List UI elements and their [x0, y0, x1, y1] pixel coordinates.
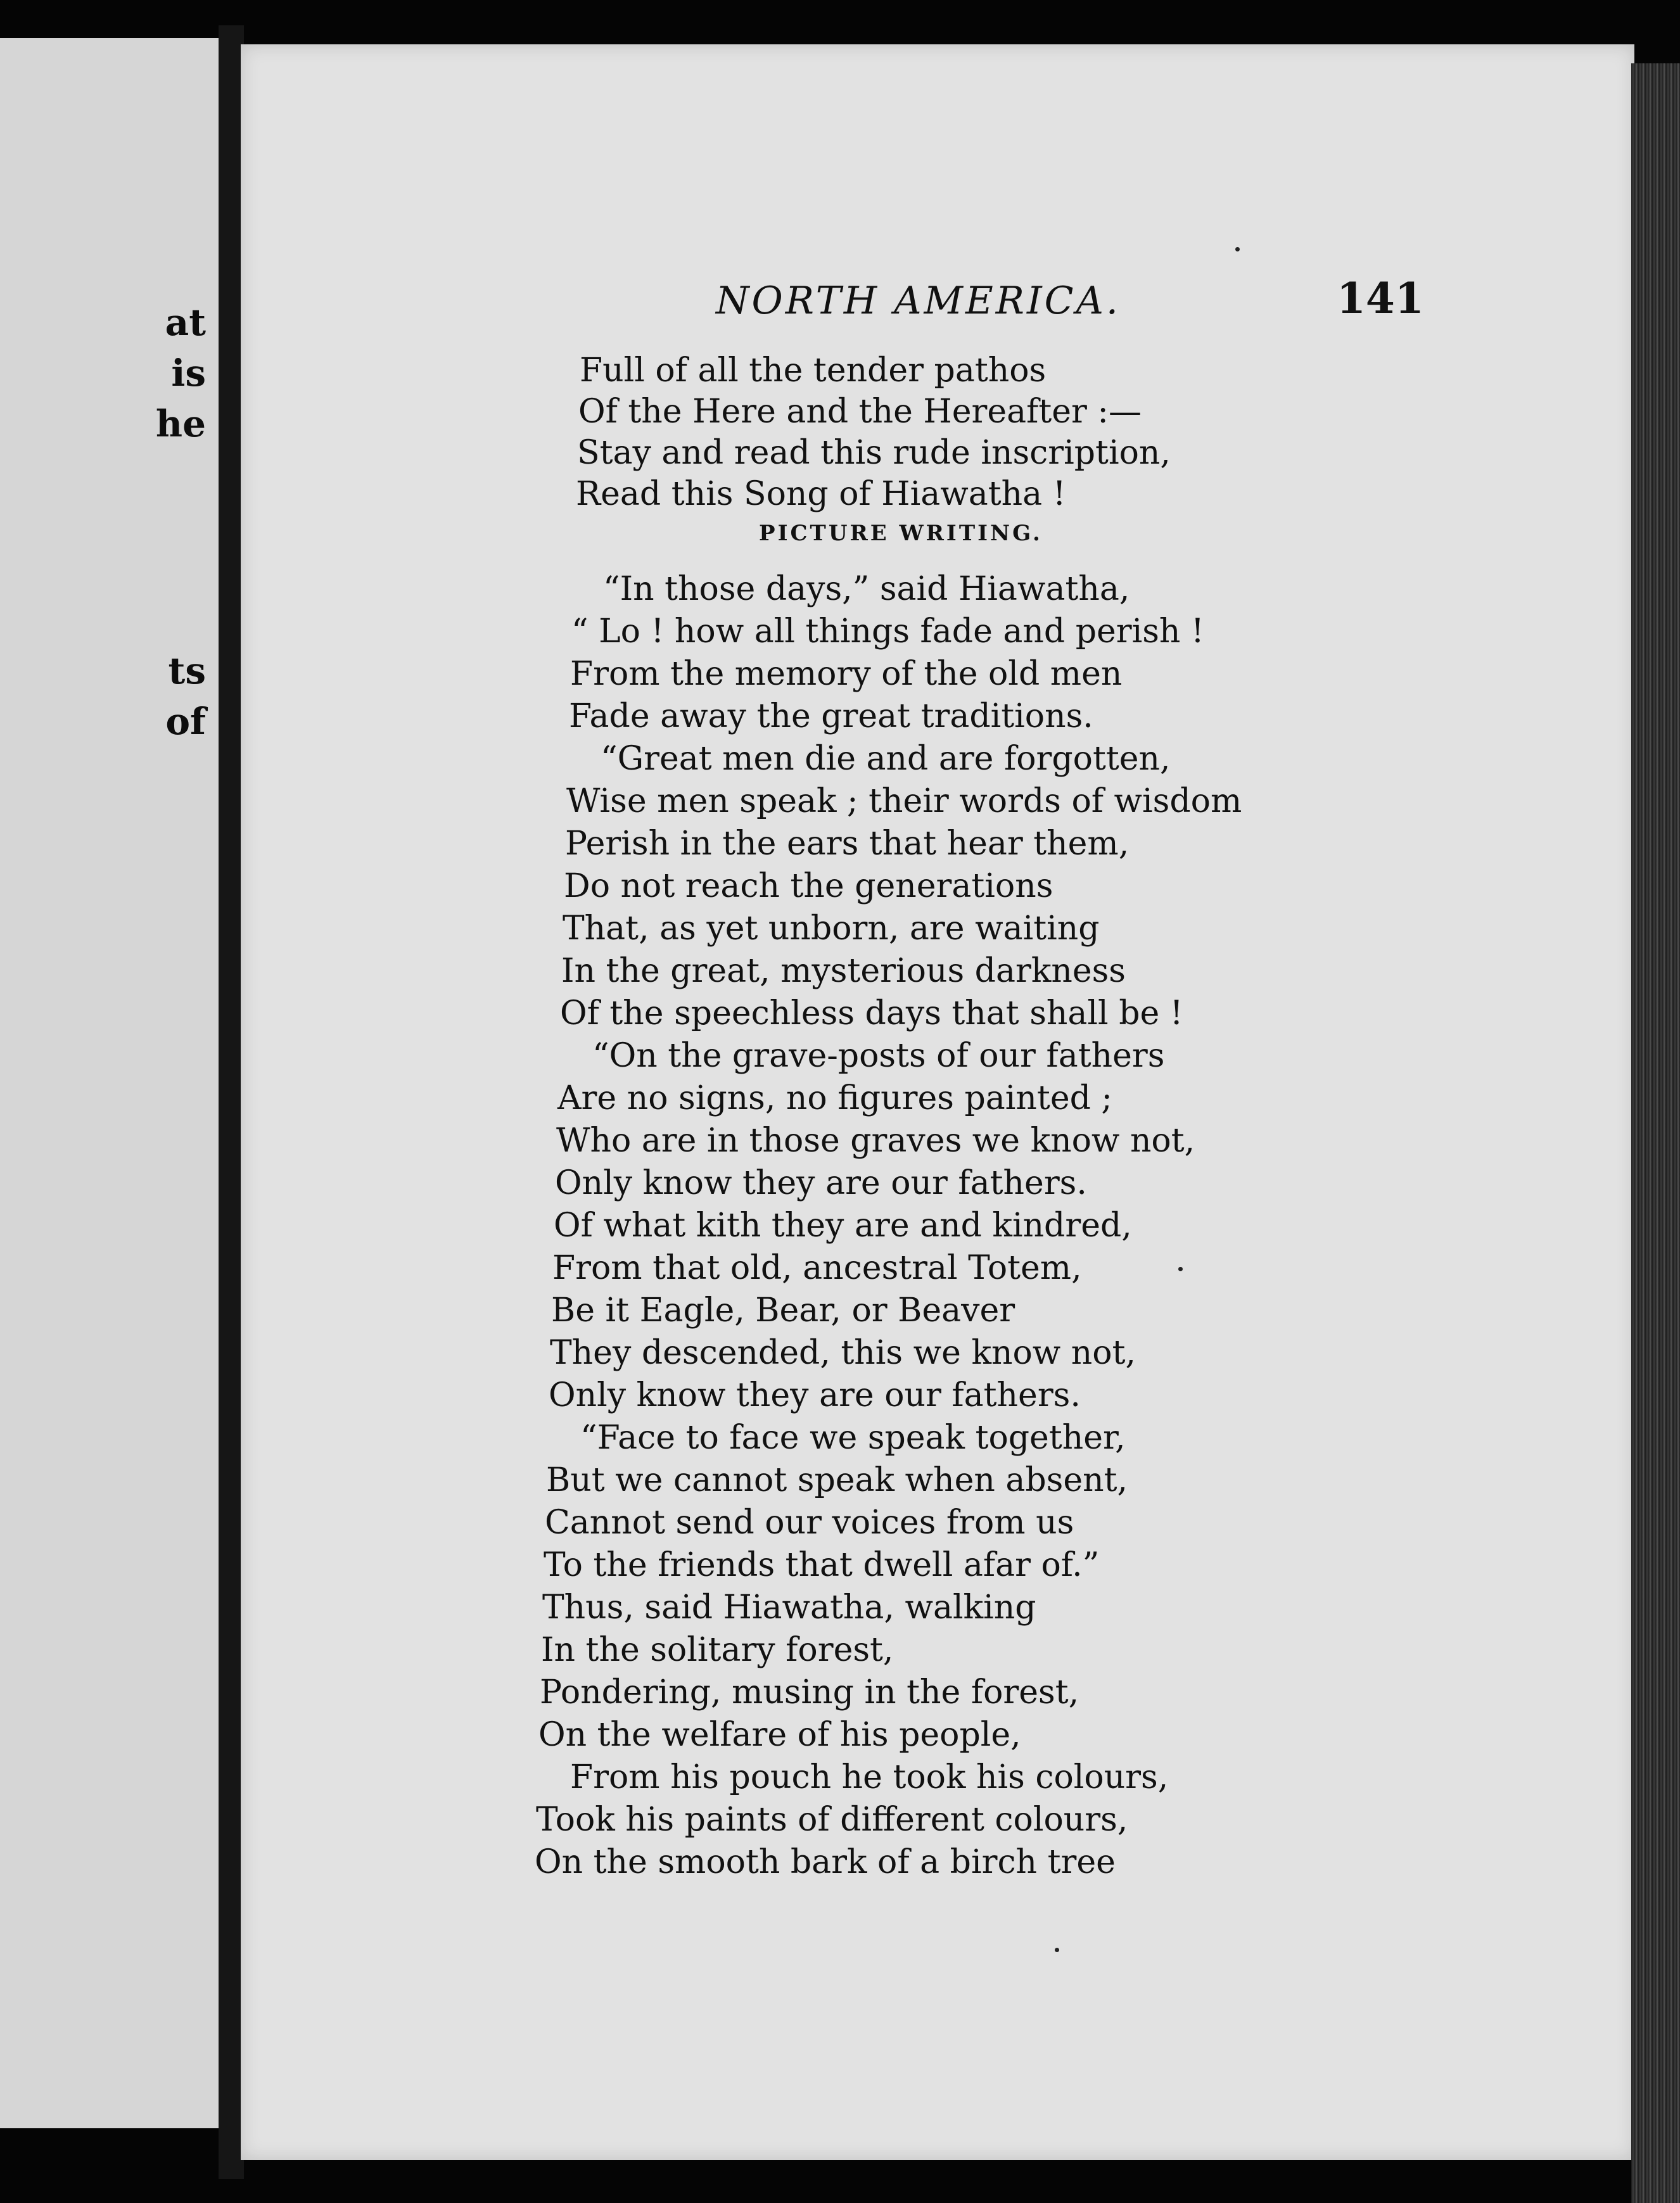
book-gutter	[219, 25, 244, 2179]
poem-line: “Face to face we speak together,	[580, 1419, 1126, 1457]
poem-line: In the solitary forest,	[541, 1631, 894, 1669]
poem-line: Perish in the ears that hear them,	[565, 825, 1130, 863]
poem-line: Took his paints of different colours,	[536, 1801, 1128, 1839]
poem-line: Read this Song of Hiawatha !	[576, 475, 1066, 513]
poem-line: Wise men speak ; their words of wisdom	[566, 782, 1242, 820]
section-heading: PICTURE WRITING.	[759, 521, 1043, 546]
left-page-fragment-text: he	[155, 402, 206, 445]
poem-line: Of what kith they are and kindred,	[554, 1207, 1132, 1245]
left-page-fragment-text: of	[165, 700, 206, 743]
previous-page-fragment	[0, 38, 220, 2128]
poem-line: Pondering, musing in the forest,	[540, 1673, 1079, 1711]
poem-line: From the memory of the old men	[570, 655, 1123, 693]
poem-line: “ Lo ! how all things fade and perish !	[571, 613, 1204, 651]
poem-line: That, as yet unborn, are waiting	[563, 910, 1100, 948]
poem-line: Only know they are our fathers.	[555, 1164, 1087, 1202]
poem-line: Of the speechless days that shall be !	[560, 994, 1183, 1032]
page-block-edge	[1631, 63, 1680, 2203]
poem-line: Only know they are our fathers.	[549, 1376, 1081, 1414]
poem-line: “In those days,” said Hiawatha,	[603, 570, 1130, 608]
poem-line: “On the grave-posts of our fathers	[592, 1037, 1165, 1075]
poem-line: But we cannot speak when absent,	[546, 1461, 1128, 1499]
poem-line: From his pouch he took his colours,	[570, 1758, 1169, 1796]
poem-line: Thus, said Hiawatha, walking	[542, 1589, 1036, 1627]
poem-text	[241, 44, 1634, 2160]
poem-line: Do not reach the generations	[564, 867, 1053, 905]
poem-line: Of the Here and the Hereafter :—	[578, 393, 1142, 431]
poem-line: “Great men die and are forgotten,	[601, 740, 1171, 778]
page-number: 141	[1337, 274, 1424, 323]
poem-line: Who are in those graves we know not,	[556, 1122, 1195, 1160]
print-speck	[1235, 247, 1240, 251]
page-141	[241, 44, 1634, 2160]
poem-line: On the smooth bark of a birch tree	[535, 1843, 1116, 1881]
poem-line: They descended, this we know not,	[550, 1334, 1136, 1372]
print-speck	[1055, 1948, 1059, 1952]
poem-line: To the friends that dwell afar of.”	[544, 1546, 1100, 1584]
poem-line: Cannot send our voices from us	[545, 1504, 1074, 1542]
poem-line: Fade away the great traditions.	[569, 697, 1093, 735]
poem-line: Be it Eagle, Bear, or Beaver	[551, 1292, 1015, 1330]
poem-line: On the welfare of his people,	[538, 1716, 1021, 1754]
left-page-fragment-text: at	[165, 301, 206, 344]
running-head	[241, 234, 1634, 323]
poem-line: Stay and read this rude inscription,	[577, 434, 1171, 472]
print-speck	[1178, 1267, 1183, 1271]
poem-line: In the great, mysterious darkness	[561, 952, 1126, 990]
poem-line: Are no signs, no figures painted ;	[557, 1079, 1112, 1117]
left-page-fragment-text: ts	[168, 649, 206, 692]
left-page-fragment-text: is	[171, 352, 206, 395]
poem-line: From that old, ancestral Totem,	[552, 1249, 1082, 1287]
poem-line: Full of all the tender pathos	[580, 352, 1047, 390]
running-title: NORTH AMERICA.	[716, 279, 1121, 323]
